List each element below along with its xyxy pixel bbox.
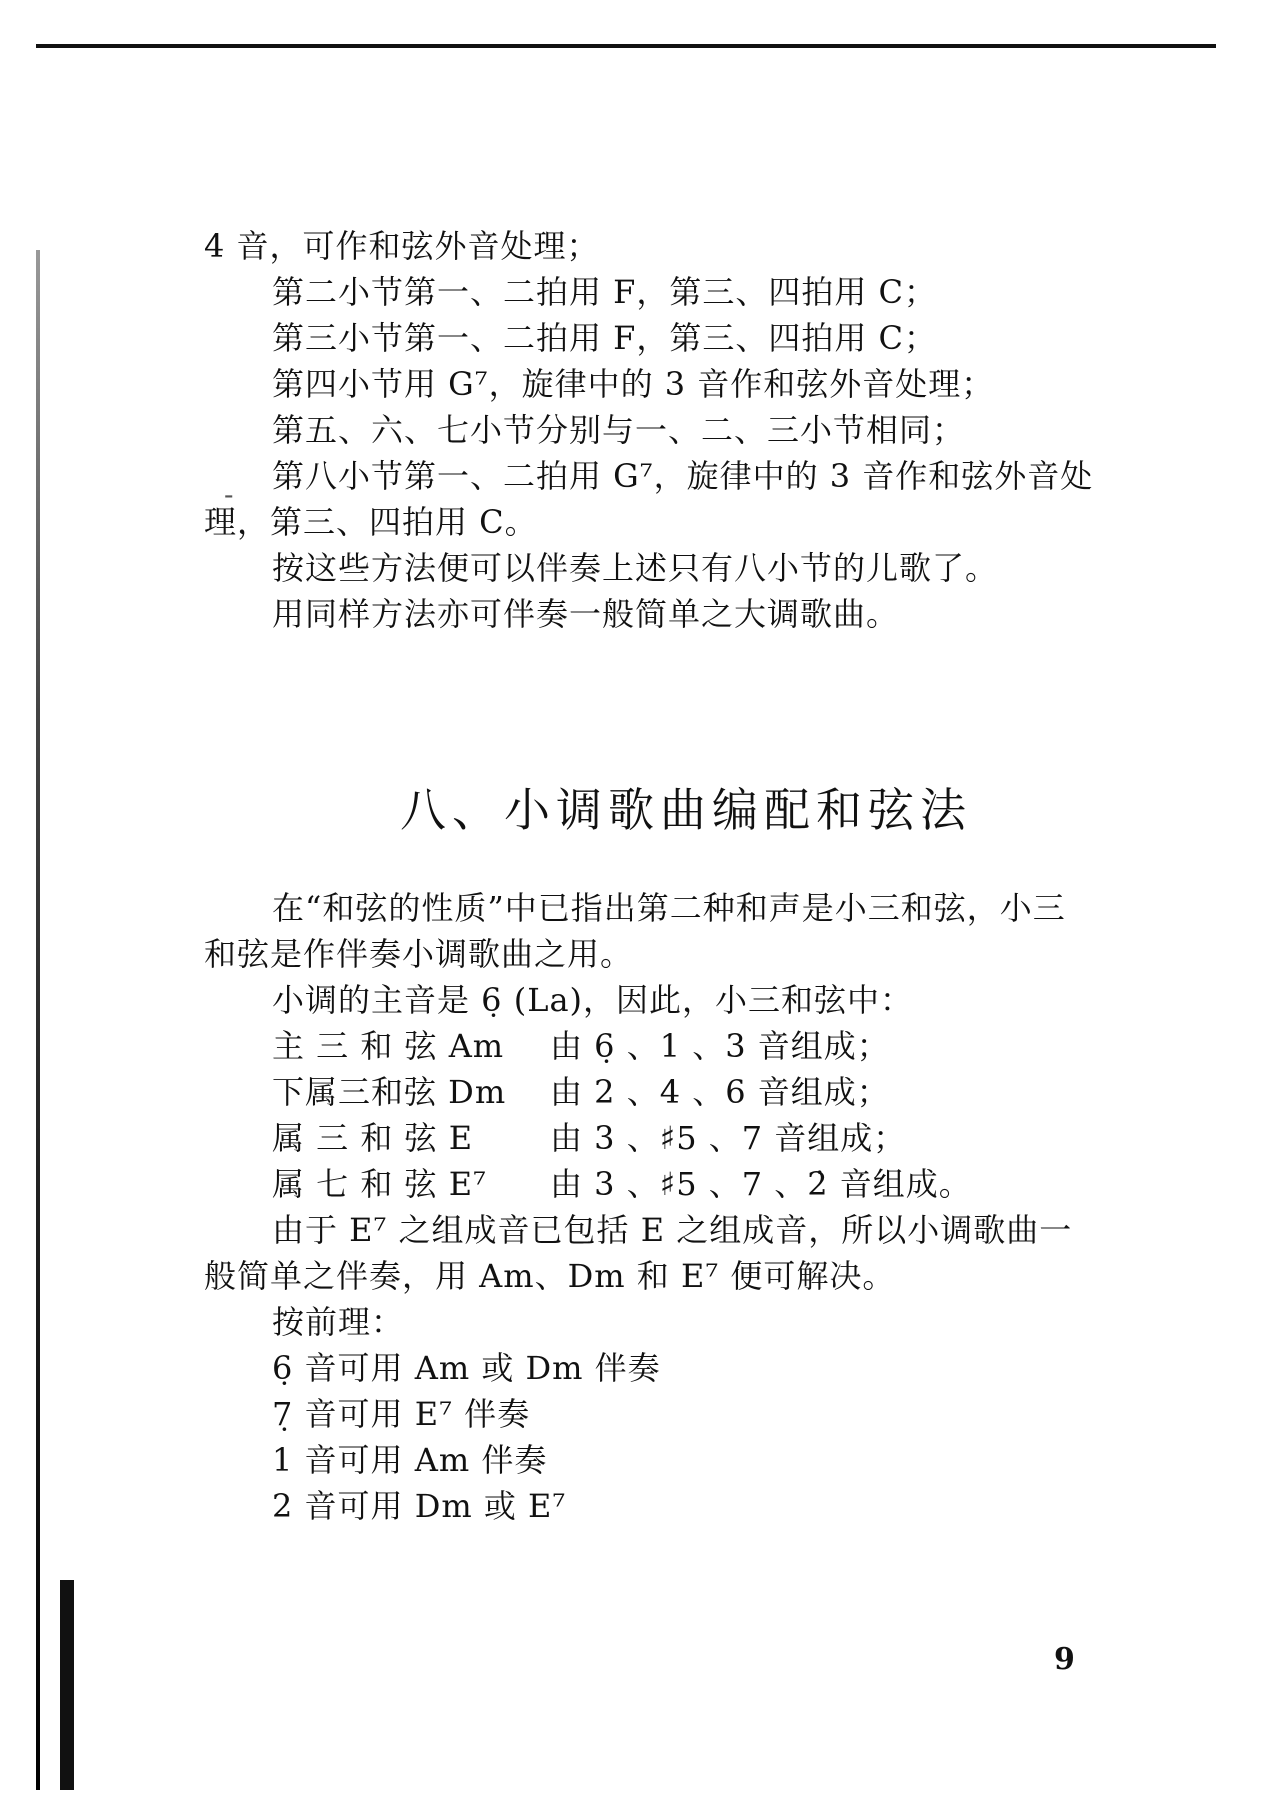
note-rule: 7̣ 音可用 E⁷ 伴奏 bbox=[272, 1395, 531, 1433]
section-heading: 八、小调歌曲编配和弦法 bbox=[400, 783, 972, 837]
note-rule: 6̣ 音可用 Am 或 Dm 伴奏 bbox=[272, 1349, 661, 1387]
text-line: 小调的主音是 6̣ (La)，因此，小三和弦中： bbox=[272, 981, 914, 1019]
note-rule: 1 音可用 Am 伴奏 bbox=[272, 1441, 548, 1479]
chord-row-name: 主 三 和 弦 Am bbox=[272, 1027, 505, 1065]
note-rule: 2 音可用 Dm 或 E⁷ bbox=[272, 1487, 567, 1525]
chord-row-notes: 由 2 、4 、6 音组成； bbox=[550, 1073, 890, 1111]
text-line: 按前理： bbox=[272, 1303, 405, 1341]
chord-row-name: 属 三 和 弦 E bbox=[272, 1119, 474, 1157]
page-spine-edge bbox=[36, 250, 40, 1790]
chord-row-notes: 由 6̣ 、1 、3 音组成； bbox=[550, 1027, 890, 1065]
text-line: 在“和弦的性质”中已指出第二种和声是小三和弦，小三 bbox=[272, 889, 1066, 927]
header-rule bbox=[36, 44, 1216, 48]
text-line: 第三小节第一、二拍用 F，第三、四拍用 C； bbox=[272, 319, 938, 357]
page-spine-shadow bbox=[60, 1580, 74, 1790]
text-line: 和弦是作伴奏小调歌曲之用。 bbox=[204, 935, 634, 973]
text-line: 4 音，可作和弦外音处理； bbox=[204, 227, 600, 265]
text-line: 由于 E⁷ 之组成音已包括 E 之组成音，所以小调歌曲一 bbox=[272, 1211, 1073, 1249]
text-line: 般简单之伴奏，用 Am、Dm 和 E⁷ 便可解决。 bbox=[204, 1257, 896, 1295]
chord-row-name: 下属三和弦 Dm bbox=[272, 1073, 507, 1111]
text-line: 第二小节第一、二拍用 F，第三、四拍用 C； bbox=[272, 273, 938, 311]
text-line: 第八小节第一、二拍用 G⁷，旋律中的 3 音作和弦外音处 bbox=[272, 457, 1094, 495]
page-number: 9 bbox=[1054, 1642, 1075, 1677]
text-line: 用同样方法亦可伴奏一般简单之大调歌曲。 bbox=[272, 595, 900, 633]
chord-row-notes: 由 3 、♯5 、7 、2̇ 音组成。 bbox=[550, 1165, 972, 1203]
text-line: 按这些方法便可以伴奏上述只有八小节的儿歌了。 bbox=[272, 549, 999, 587]
text-line: 理，第三、四拍用 C。 bbox=[204, 503, 538, 541]
margin-mark: - bbox=[224, 478, 234, 511]
chord-row-notes: 由 3 、♯5 、7 音组成； bbox=[550, 1119, 907, 1157]
text-line: 第四小节用 G⁷，旋律中的 3 音作和弦外音处理； bbox=[272, 365, 995, 403]
text-line: 第五、六、七小节分别与一、二、三小节相同； bbox=[272, 411, 966, 449]
chord-row-name: 属 七 和 弦 E⁷ bbox=[272, 1165, 487, 1203]
